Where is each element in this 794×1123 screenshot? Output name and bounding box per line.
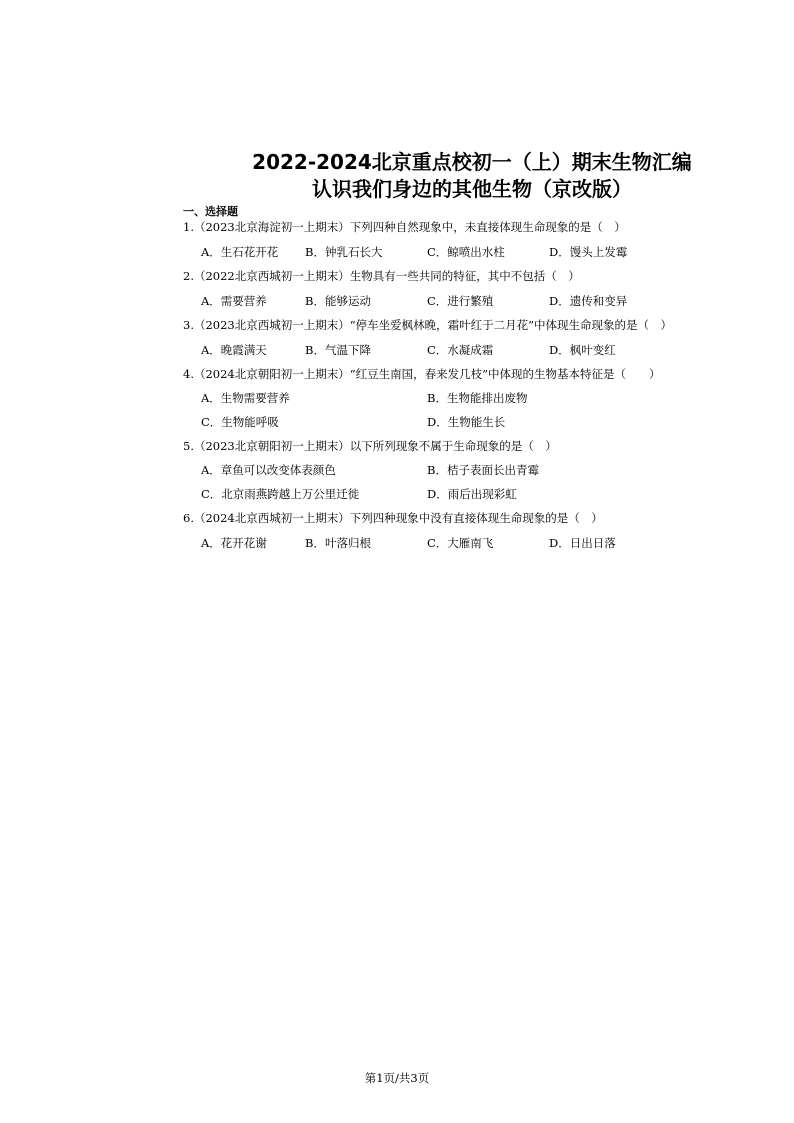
question-4: 4.（2024北京朝阳初一上期末）“红豆生南国，春来发几枝”中体现的生物基本特征是（ ） <box>183 367 661 381</box>
question-5-option-d: D．雨后出现彩虹 <box>427 487 517 501</box>
question-1-option-a: A．生石花开花 <box>201 245 279 259</box>
section-heading: 一、选择题 <box>183 205 238 218</box>
question-5-options-row2 <box>201 486 761 502</box>
question-2: 2.（2022北京西城初一上期末）生物具有一些共同的特征，其中不包括（ ） <box>183 269 580 283</box>
question-1-options <box>201 244 761 260</box>
question-2-options <box>201 293 761 309</box>
question-4-option-b: B．生物能排出废物 <box>427 391 528 405</box>
question-2-option-c: C．进行繁殖 <box>427 294 494 308</box>
question-5-option-c: C．北京雨燕跨越上万公里迁徙 <box>201 487 360 501</box>
question-6-options <box>201 535 761 551</box>
question-4-options-row2 <box>201 414 761 430</box>
question-5-options-row1 <box>201 462 761 478</box>
question-4-option-a: A．生物需要营养 <box>201 391 290 405</box>
question-1-option-d: D．馒头上发霉 <box>549 245 628 259</box>
page-footer: 第1页/共3页 <box>364 1071 430 1085</box>
question-5-option-b: B．桔子表面长出青霉 <box>427 463 539 477</box>
question-6-option-c: C．大雁南飞 <box>427 536 494 550</box>
question-1-option-b: B．钟乳石长大 <box>305 245 383 259</box>
question-3-option-c: C．水凝成霜 <box>427 343 494 357</box>
question-4-options-row1 <box>201 390 761 406</box>
question-6-option-b: B．叶落归根 <box>305 536 371 550</box>
question-5: 5.（2023北京朝阳初一上期末）以下所列现象不属于生命现象的是（ ） <box>183 439 557 453</box>
question-5-option-a: A．章鱼可以改变体表颜色 <box>201 463 336 477</box>
question-2-option-b: B．能够运动 <box>305 294 371 308</box>
question-1-option-c: C．鲸喷出水柱 <box>427 245 505 259</box>
question-3-option-b: B．气温下降 <box>305 343 371 357</box>
question-3: 3.（2023北京西城初一上期末）“停车坐爱枫林晚，霜叶红于二月花”中体现生命现象的是（ ） <box>183 318 672 332</box>
question-1: 1.（2023北京海淀初一上期末）下列四种自然现象中，未直接体现生命现象的是（ ） <box>183 220 626 234</box>
question-3-option-a: A．晚霞满天 <box>201 343 267 357</box>
question-6: 6.（2024北京西城初一上期末）下列四种现象中没有直接体现生命现象的是（ ） <box>183 511 603 525</box>
document-title-line2: 认识我们身边的其他生物（京改版） <box>312 177 632 201</box>
question-4-option-c: C．生物能呼吸 <box>201 415 279 429</box>
document-title-line1: 2022-2024北京重点校初一（上）期末生物汇编 <box>252 150 692 174</box>
question-2-option-d: D．遗传和变异 <box>549 294 628 308</box>
question-3-options <box>201 342 761 358</box>
question-6-option-a: A．花开花谢 <box>201 536 267 550</box>
question-6-option-d: D．日出日落 <box>549 536 616 550</box>
question-3-option-d: D．枫叶变红 <box>549 343 616 357</box>
question-4-option-d: D．生物能生长 <box>427 415 506 429</box>
question-2-option-a: A．需要营养 <box>201 294 267 308</box>
